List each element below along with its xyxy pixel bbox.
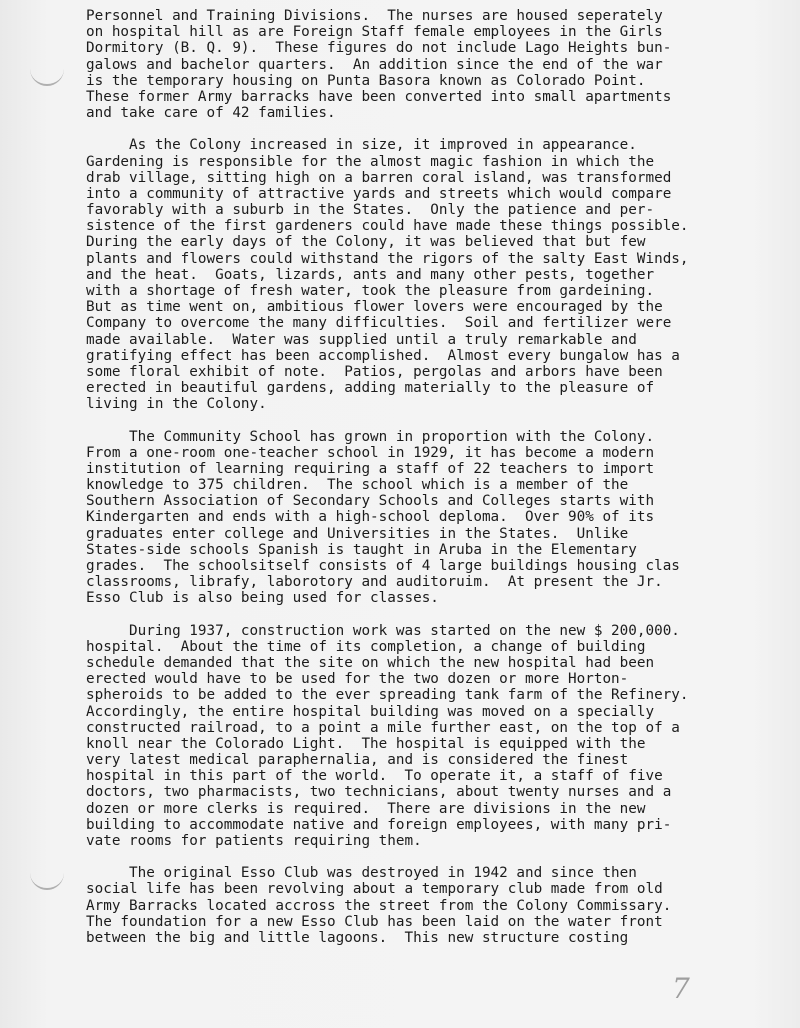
text-line: constructed railroad, to a point a mile further east, on the top of a (86, 719, 680, 736)
text-line: The foundation for a new Esso Club has been laid on the water front (86, 913, 663, 930)
text-line: galows and bachelor quarters. An addition since the end of the war (86, 56, 663, 73)
text-line: The Community School has grown in proportion with the Colony. (86, 428, 655, 445)
text-line: Gardening is responsible for the almost magic fashion in which the (86, 153, 655, 170)
text-line: But as time went on, ambitious flower lovers were encouraged by the (86, 299, 663, 316)
text-line: and the heat. Goats, lizards, ants and many other pests, together (86, 266, 655, 283)
binder-hole-mark (30, 872, 64, 890)
text-line: From a one-room one-teacher school in 1929, it has become a modern (86, 444, 655, 461)
text-line: hospital in this part of the world. To operate it, a staff of five (86, 768, 663, 785)
text-line: gratifying effect has been accomplished. Almost every bungalow has a (86, 347, 680, 364)
text-line: Accordingly, the entire hospital building was moved on a specially (86, 703, 655, 720)
page-number: 7 (672, 972, 690, 1005)
text-line: hospital. About the time of its completion, a change of building (86, 638, 646, 655)
text-line: These former Army barracks have been converted into small apartments (86, 88, 672, 105)
text-line: Kindergarten and ends with a high-school deploma. Over 90% of its (86, 509, 655, 526)
text-line: knowledge to 375 children. The school which is a member of the (86, 477, 629, 494)
text-line: favorably with a suburb in the States. Only the patience and per- (86, 202, 655, 219)
text-line: As the Colony increased in size, it improved in appearance. (86, 137, 637, 154)
text-line: During 1937, construction work was started on the new $ 200,000. (86, 622, 680, 639)
text-line: grades. The schoolsitself consists of 4 large buildings housing clas (86, 558, 680, 574)
text-line: into a community of attractive yards and streets which would compare (86, 185, 672, 202)
text-line: Company to overcome the many difficulties. Soil and fertilizer were (86, 315, 672, 332)
binder-hole-mark (30, 68, 64, 86)
text-line: very latest medical paraphernalia, and is considered the finest (86, 752, 629, 769)
text-line: Dormitory (B. Q. 9). These figures do not include Lago Heights bun- (86, 40, 672, 57)
text-line: Southern Association of Secondary Schools and Colleges starts with (86, 493, 655, 510)
text-line: graduates enter college and Universities in the States. Unlike (86, 525, 629, 542)
paragraph (86, 8, 766, 121)
paragraph (86, 429, 766, 607)
text-line: on hospital hill as are Foreign Staff female employees in the Girls (86, 24, 663, 41)
text-line: some floral exhibit of note. Patios, pergolas and arbors have been (86, 363, 663, 380)
text-line: vate rooms for patients requiring them. (86, 833, 422, 849)
text-line: spheroids to be added to the ever spreading tank farm of the Refinery. (86, 687, 689, 704)
text-line: made available. Water was supplied until a truly remarkable and (86, 331, 637, 348)
paragraph (86, 137, 766, 412)
text-line: The original Esso Club was destroyed in 1942 and since then (86, 865, 637, 882)
text-line: living in the Colony. (86, 396, 267, 413)
text-line: plants and flowers could withstand the rigors of the salty East Winds, (86, 250, 689, 267)
paragraph (86, 623, 766, 850)
text-line: knoll near the Colorado Light. The hospital is equipped with the (86, 735, 646, 752)
text-line: Esso Club is also being used for classes. (86, 590, 439, 607)
text-line: social life has been revolving about a temporary club made from old (86, 881, 663, 898)
text-line: erected in beautiful gardens, adding materially to the pleasure of (86, 380, 655, 397)
text-line: building to accommodate native and foreign employees, with many pri- (86, 816, 672, 833)
text-line: is the temporary housing on Punta Basora known as Colorado Point. (86, 72, 646, 89)
text-line: doctors, two pharmacists, two technicians, about twenty nurses and a (86, 784, 672, 801)
text-line: institution of learning requiring a staff of 22 teachers to import (86, 460, 655, 477)
text-line: between the big and little lagoons. This new structure costing (86, 929, 629, 946)
text-line: classrooms, librafy, laborotory and auditoruim. At present the Jr. (86, 574, 663, 591)
text-line: erected would have to be used for the two dozen or more Horton- (86, 671, 629, 688)
text-line: and take care of 42 families. (86, 105, 336, 122)
paragraph (86, 865, 766, 946)
text-line: Personnel and Training Divisions. The nurses are housed seperately (86, 8, 663, 24)
text-line: with a shortage of fresh water, took the pleasure from gardeining. (86, 283, 655, 299)
text-line: dozen or more clerks is required. There are divisions in the new (86, 800, 646, 817)
text-line: sistence of the first gardeners could have made these things possible. (86, 218, 689, 235)
text-line: Army Barracks located accross the street from the Colony Commissary. (86, 897, 672, 914)
text-line: drab village, sitting high on a barren coral island, was transformed (86, 169, 672, 186)
text-line: schedule demanded that the site on which the new hospital had been (86, 654, 655, 671)
text-line: During the early days of the Colony, it was believed that but few (86, 234, 646, 251)
typewritten-text (86, 8, 766, 946)
text-line: States-side schools Spanish is taught in Aruba in the Elementary (86, 541, 637, 558)
